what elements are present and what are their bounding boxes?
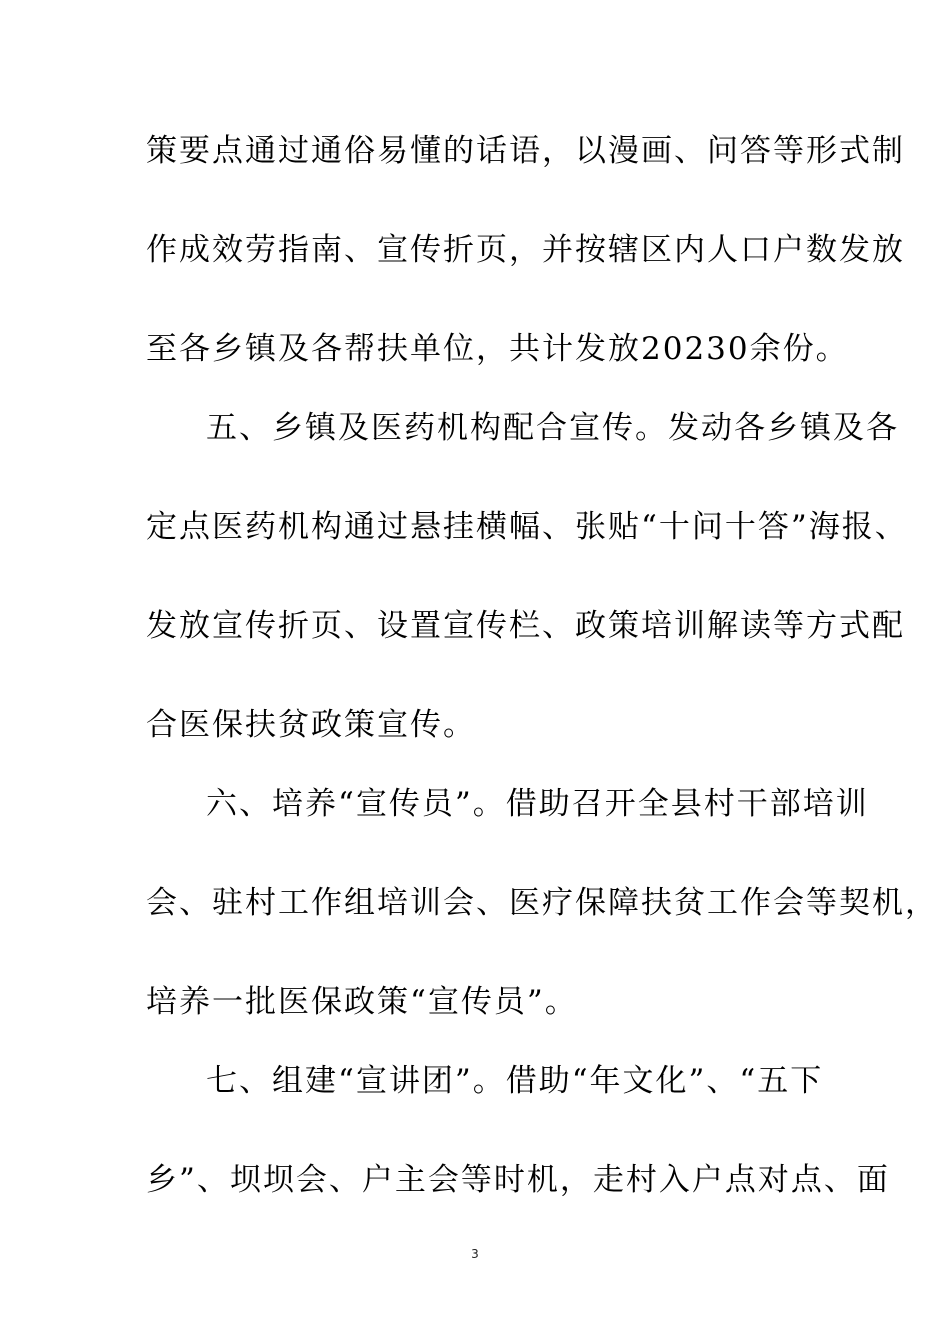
section-six-heading-line: 六、培养“宣传员”。借助召开全县村干部培训: [206, 786, 869, 822]
body-text-line: 合医保扶贫政策宣传。: [146, 707, 476, 743]
page-number: 3: [471, 1247, 479, 1261]
body-text-line: 策要点通过通俗易懂的话语，以漫画、问答等形式制: [146, 133, 905, 169]
body-text-line: 发放宣传折页、设置宣传栏、政策培训解读等方式配: [146, 608, 905, 644]
body-text-line: 定点医药机构通过悬挂横幅、张贴“十问十答”海报、: [146, 509, 908, 545]
body-text-line: 培养一批医保政策“宣传员”。: [146, 984, 578, 1020]
body-text-line: 作成效劳指南、宣传折页，并按辖区内人口户数发放: [146, 232, 905, 268]
section-seven-heading-line: 七、组建“宣讲团”。借助“年文化”、“五下: [206, 1063, 824, 1099]
body-text-line: 会、驻村工作组培训会、医疗保障扶贫工作会等契机，: [146, 885, 938, 921]
section-five-heading-line: 五、乡镇及医药机构配合宣传。发动各乡镇及各: [206, 410, 899, 446]
body-text-line: 至各乡镇及各帮扶单位，共计发放20230余份。: [146, 331, 849, 367]
body-text-line: 乡”、坝坝会、户主会等时机，走村入户点对点、面: [146, 1162, 890, 1198]
